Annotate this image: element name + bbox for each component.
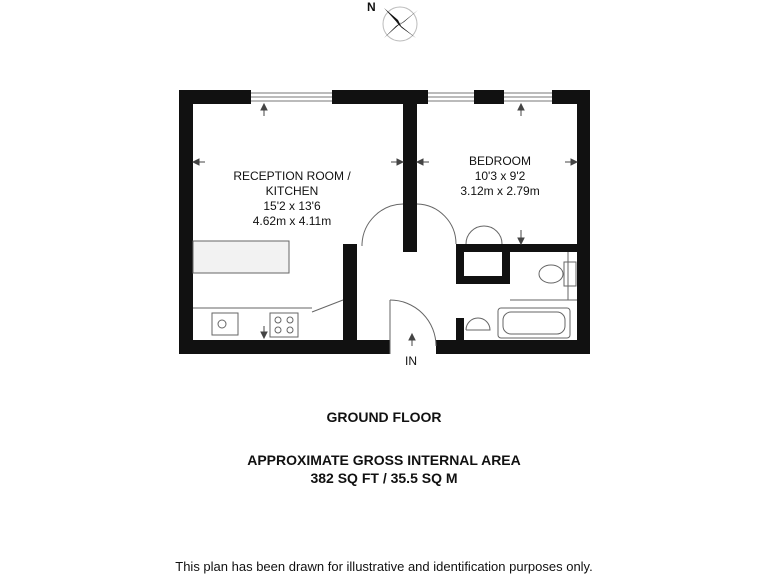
north-label: N — [367, 0, 376, 14]
bathroom-fixtures — [466, 252, 577, 338]
hob-icon — [270, 313, 298, 337]
toilet-icon — [539, 265, 563, 283]
area-heading: APPROXIMATE GROSS INTERNAL AREA — [247, 452, 521, 468]
area-value: 382 SQ FT / 35.5 SQ M — [310, 470, 458, 486]
toilet-cistern-icon — [564, 262, 576, 286]
disclaimer: This plan has been drawn for illustrative and identification purposes only. — [175, 559, 593, 574]
reception-room-label — [222, 169, 362, 229]
compass-rose-icon — [383, 7, 418, 41]
reception-room-metric: 4.62m x 4.11m — [252, 214, 332, 228]
reception-room-name-line1: RECEPTION ROOM / — [233, 169, 351, 183]
entry-arrow-icon — [409, 334, 415, 346]
floor-title: GROUND FLOOR — [326, 409, 442, 425]
bedroom-name: BEDROOM — [468, 154, 531, 168]
bedroom-imperial: 10'3 x 9'2 — [474, 169, 526, 183]
reception-room-name-line2: KITCHEN — [265, 184, 319, 198]
basin-icon — [466, 318, 490, 330]
reception-room-imperial: 15'2 x 13'6 — [263, 199, 321, 213]
entry-label: IN — [405, 354, 417, 368]
kitchen-fixtures — [193, 241, 312, 337]
sink-icon — [212, 313, 238, 335]
bedroom-metric: 3.12m x 2.79m — [460, 184, 540, 198]
interior-walls — [343, 104, 577, 342]
bedroom-label — [440, 154, 560, 199]
